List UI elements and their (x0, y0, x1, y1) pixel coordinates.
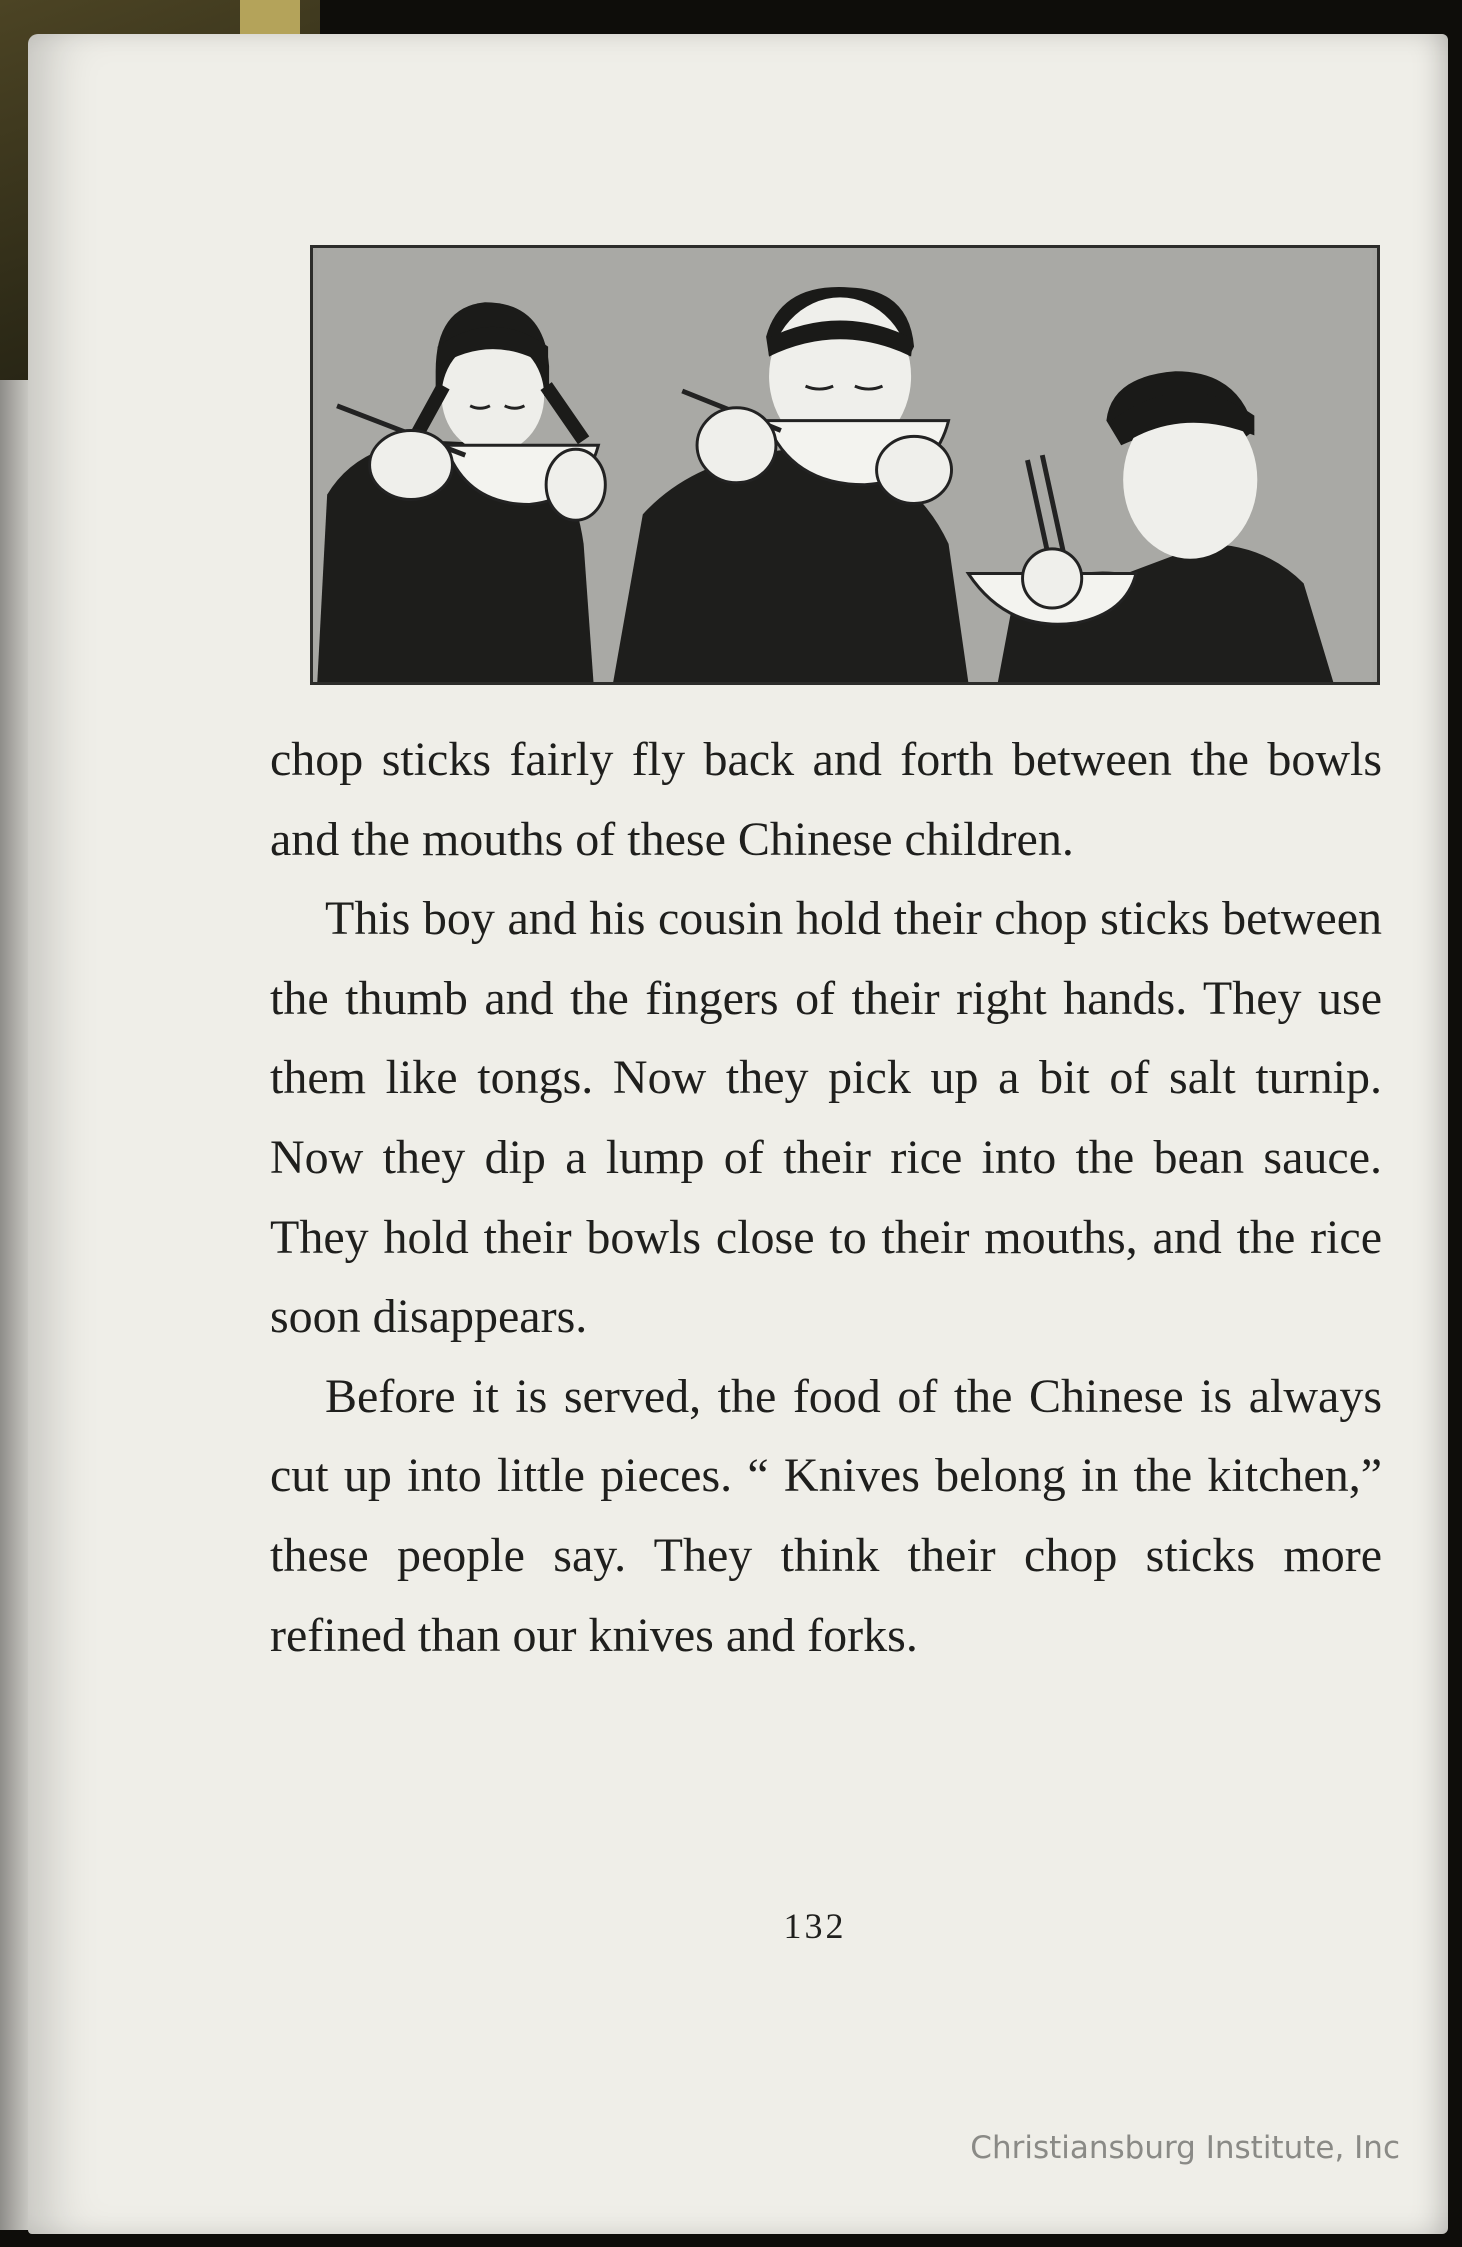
illustration-drawing (313, 248, 1377, 682)
body-text (270, 720, 1382, 1675)
paragraph-2: This boy and his cousin hold their chop sticks between the thumb and the fingers of their right hands. They use them like tongs. Now they pick up a bit of salt turnip. Now they dip a lump of their rice into the bean sauce. They hold their bowls close to their mouths, and the rice soon disappears. (270, 892, 1382, 1344)
children-eating-illustration (310, 245, 1380, 685)
paragraph-1: chop sticks fairly fly back and forth between the bowls and the mouths of these Chinese children. (270, 733, 1382, 866)
paragraph-3: Before it is served, the food of the Chinese is always cut up into little pieces. “ Knives belong in the kitchen,” these people say. They think their chop sticks more refined than our knives and forks. (270, 1369, 1382, 1662)
watermark-text: Christiansburg Institute, Inc (970, 2130, 1400, 2166)
page-number: 132 (783, 1906, 847, 1946)
